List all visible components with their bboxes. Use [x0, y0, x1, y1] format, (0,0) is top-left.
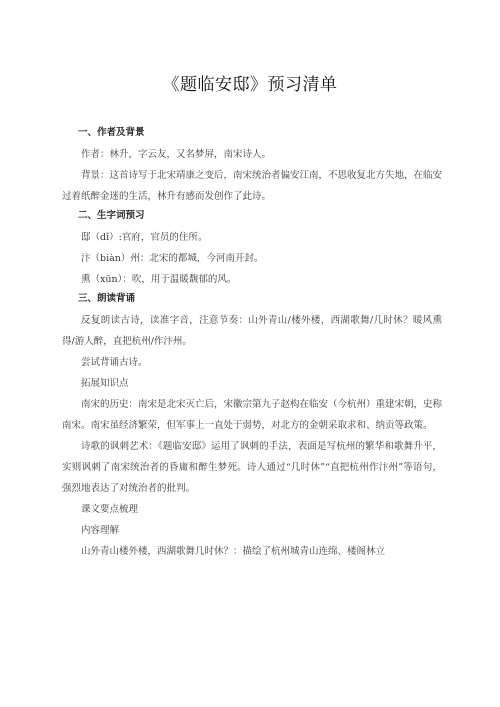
section-heading-author: 一、作者及背景	[78, 127, 145, 138]
author-line: 作者：林升，字云友，又名梦屏，南宋诗人。	[81, 149, 272, 160]
section-heading-recite: 三、朗读背诵	[78, 293, 136, 304]
subheading-extension: 拓展知识点	[81, 378, 129, 389]
content-paragraph: 山外青山楼外楼，西湖歌舞几时休？：描绘了杭州城青山连绵、楼阁林立	[81, 546, 386, 557]
satire-paragraph: 诗歌的讽刺艺术：《题临安邸》运用了讽刺的手法，表面是写杭州的繁华和歌舞升平，实则讽刺了南宋统治者的昏庸和醉生梦死。诗人通过“几时休”“直把杭州作汴州”等语句，强烈地表达了对统治者的批判。	[62, 441, 442, 494]
section-heading-vocab: 二、生字词预习	[78, 210, 145, 221]
vocab-item: 邸（dǐ）:官府，官员的住所。	[81, 232, 208, 243]
recite-paragraph: 尝试背诵古诗。	[81, 357, 148, 368]
vocab-item: 熏（xūn）：吹，用于温暖馥郁的风。	[81, 274, 237, 285]
vocab-item: 汴（biàn）州：北宋的都城，今河南开封。	[81, 253, 264, 264]
recite-paragraph: 反复朗读古诗，读准字音，注意节奏：山外青山/楼外楼，西湖歌舞/几时休？暖风熏得/游人醉，直把杭州/作汴州。	[62, 315, 442, 347]
history-paragraph: 南宋的历史：南宋是北宋灭亡后，宋徽宗第九子赵构在临安（今杭州）重建宋朝，史称南宋。南宋虽经济繁荣，但军事上一直处于弱势，对北方的金朝采取求和、纳贡等政策。	[62, 399, 443, 431]
background-paragraph: 背景：这首诗写于北宋靖康之变后，南宋统治者偏安江南，不思收复北方失地，在临安过着纸醉金迷的生活，林升有感而发创作了此诗。	[62, 170, 443, 202]
document-title: 《题临安邸》预习清单	[162, 75, 338, 95]
document-body	[62, 124, 442, 562]
subheading-content-understanding: 内容理解	[81, 525, 120, 536]
subheading-key-points: 课文要点梳理	[81, 504, 139, 515]
